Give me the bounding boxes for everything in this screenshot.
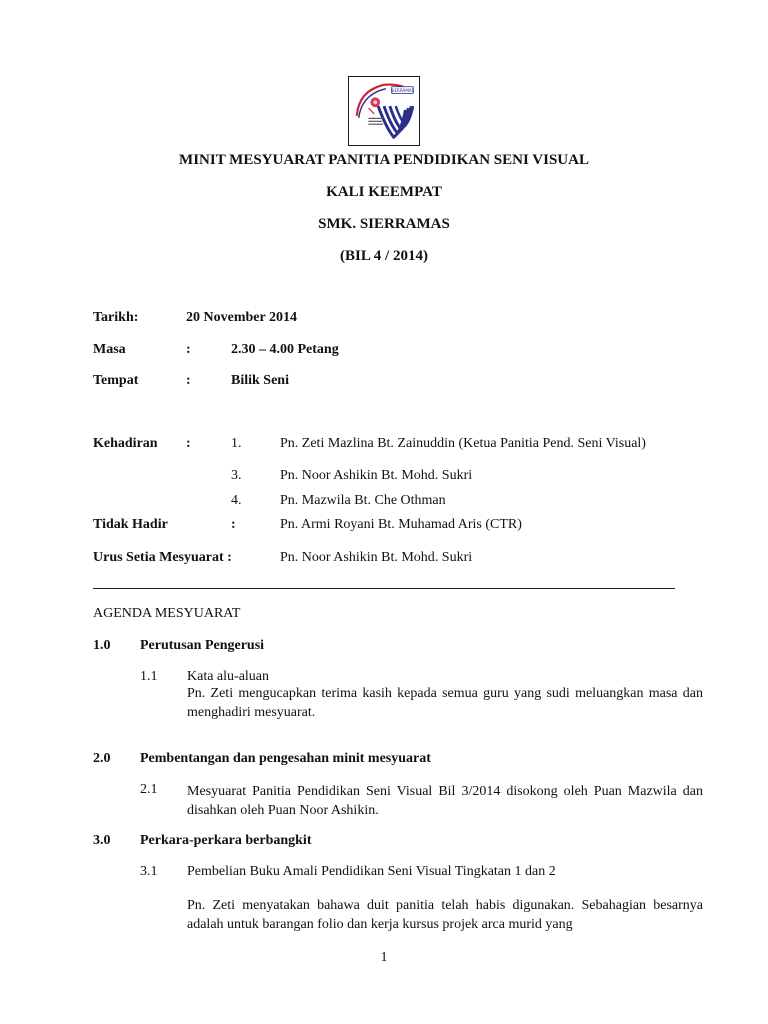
bil-number: (BIL 4 / 2014) <box>340 248 428 264</box>
tidak-hadir-colon: : <box>231 517 236 532</box>
subsection-text: Pn. Zeti menyatakan bahawa duit panitia telah habis digunakan. Sebahagian besarnya adalah untuk barangan folio dan kerja kursus projek arca murid yang <box>187 898 703 932</box>
section-title: Pembentangan dan pengesahan minit mesyuarat <box>140 751 431 766</box>
section-number: 2.0 <box>93 751 111 766</box>
subsection-title: Kata alu-aluan <box>187 669 270 684</box>
agenda-title: AGENDA MESYUARAT <box>93 606 241 621</box>
subsection-number: 3.1 <box>140 864 158 879</box>
urus-setia-value: Pn. Noor Ashikin Bt. Mohd. Sukri <box>280 550 473 565</box>
document-title: MINIT MESYUARAT PANITIA PENDIDIKAN SENI VISUAL <box>179 152 589 168</box>
masa-value: 2.30 – 4.00 Petang <box>231 342 339 357</box>
section-title: Perkara-perkara berbangkit <box>140 833 312 848</box>
tempat-value: Bilik Seni <box>231 373 289 388</box>
attendee-number: 3. <box>231 468 242 483</box>
masa-colon: : <box>186 342 191 357</box>
attendee-name: Pn. Zeti Mazlina Bt. Zainuddin (Ketua Panitia Pend. Seni Visual) <box>280 436 646 451</box>
subsection-number: 2.1 <box>140 782 158 797</box>
school-crest-icon <box>349 77 419 145</box>
tarikh-value: 20 November 2014 <box>186 310 297 325</box>
attendee-number: 4. <box>231 493 242 508</box>
meeting-number: KALI KEEMPAT <box>326 184 442 200</box>
page-number: 1 <box>380 950 388 965</box>
subsection-title: Pembelian Buku Amali Pendidikan Seni Visual Tingkatan 1 dan 2 <box>187 864 556 879</box>
subsection-text: Pn. Zeti mengucapkan terima kasih kepada semua guru yang sudi meluangkan masa dan menghadiri mesyuarat. <box>187 686 703 720</box>
tempat-label: Tempat <box>93 373 139 388</box>
subsection-number: 1.1 <box>140 669 158 684</box>
section-number: 1.0 <box>93 638 111 653</box>
masa-label: Masa <box>93 342 126 357</box>
attendee-name: Pn. Mazwila Bt. Che Othman <box>280 493 446 508</box>
tidak-hadir-label: Tidak Hadir <box>93 517 168 532</box>
subsection-text: Mesyuarat Panitia Pendidikan Seni Visual Bil 3/2014 disokong oleh Puan Mazwila dan disahkan oleh Puan Noor Ashikin. <box>187 784 703 818</box>
tidak-hadir-value: Pn. Armi Royani Bt. Muhamad Aris (CTR) <box>280 517 522 532</box>
attendee-number: 1. <box>231 436 242 451</box>
section-title: Perutusan Pengerusi <box>140 638 265 653</box>
section-number: 3.0 <box>93 833 111 848</box>
kehadiran-colon: : <box>186 436 191 451</box>
school-name: SMK. SIERRAMAS <box>318 216 450 232</box>
tarikh-label: Tarikh: <box>93 310 139 325</box>
svg-text:SIERRAMAS: SIERRAMAS <box>390 88 415 94</box>
attendee-name: Pn. Noor Ashikin Bt. Mohd. Sukri <box>280 468 473 483</box>
divider-line <box>93 588 675 589</box>
kehadiran-label: Kehadiran <box>93 436 158 451</box>
school-logo <box>348 76 420 146</box>
tempat-colon: : <box>186 373 191 388</box>
urus-setia-label: Urus Setia Mesyuarat : <box>93 550 232 565</box>
